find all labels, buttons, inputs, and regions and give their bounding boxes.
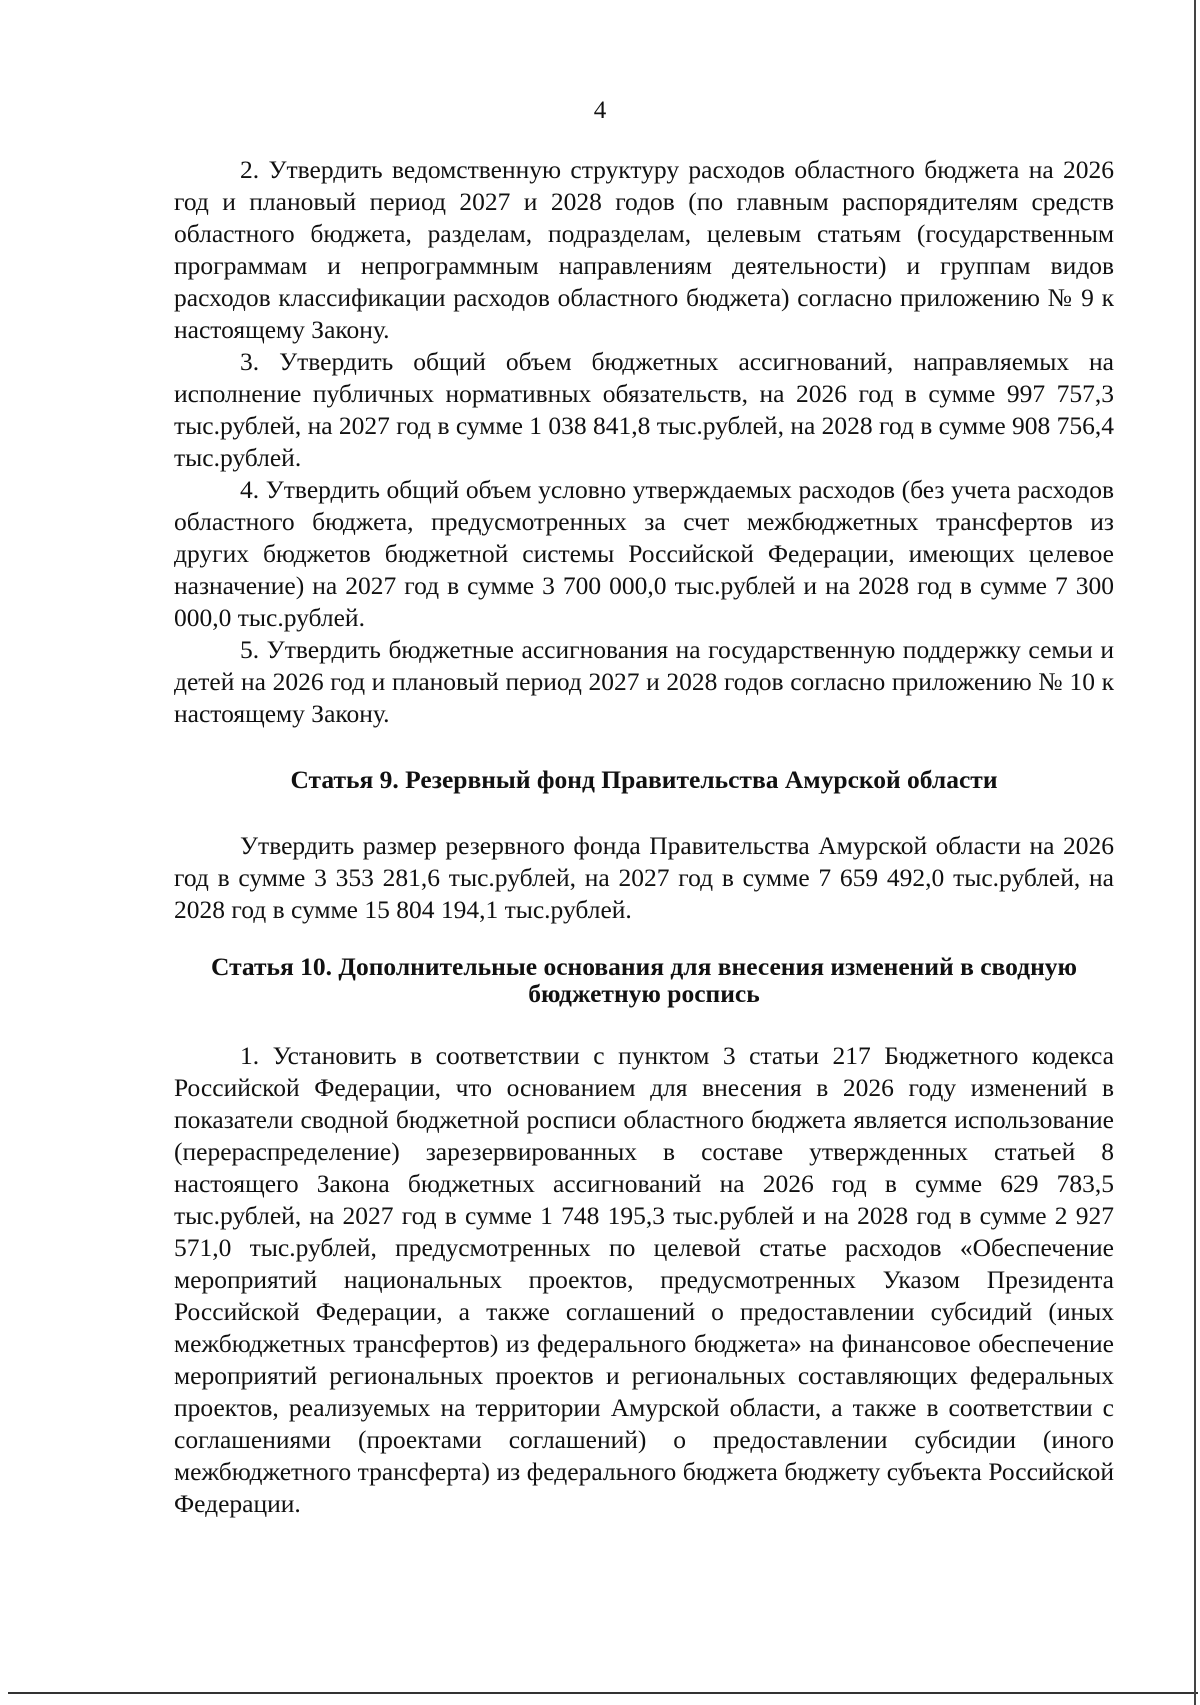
paragraph-article10-item-1: 1. Установить в соответствии с пунктом 3 статьи 217 Бюджетного кодекса Российской Федерации, что основанием для внесения в 2026 году изменений в показатели сводной бюджетной росписи областного бюджета является использование (перераспределение) зарезервированных в составе утвержденных статьей 8 настоящего Закона бюджетных ассигнований на 2026 год в сумме 629 783,5 тыс.рублей, на 2027 год в сумме 1 748 195,3 тыс.рублей и на 2028 год в сумме 2 927 571,0 тыс.рублей, предусмотренных по целевой статье расходов «Обеспечение мероприятий национальных проектов, предусмотренных Указом Президента Российской Федерации, а также соглашений о предоставлении субсидий (иных межбюджетных трансфертов) из федерального бюджета» на финансовое обеспечение мероприятий региональных проектов и региональных составляющих федеральных проектов, реализуемых на территории Амурской области, а также в соответствии с соглашениями (проектами соглашений) о предоставлении субсидии (иного межбюджетного трансферта) из федерального бюджета бюджету субъекта Российской Федерации.	[174, 1041, 1114, 1518]
paragraph-item-5: 5. Утвердить бюджетные ассигнования на государственную поддержку семьи и детей на 2026 год и плановый период 2027 и 2028 годов согласно приложению № 10 к настоящему Закону.	[174, 635, 1114, 728]
paragraph-article9: Утвердить размер резервного фонда Правительства Амурской области на 2026 год в сумме 3 353 281,6 тыс.рублей, на 2027 год в сумме 7 659 492,0 тыс.рублей, на 2028 год в сумме 15 804 194,1 тыс.рублей.	[174, 831, 1114, 924]
article9-body	[174, 830, 1114, 926]
paragraph-item-4: 4. Утвердить общий объем условно утверждаемых расходов (без учета расходов областного бюджета, предусмотренных за счет межбюджетных трансфертов из других бюджетов бюджетной системы Российской Федерации, имеющих целевое назначение) на 2027 год в сумме 3 700 000,0 тыс.рублей и на 2028 год в сумме 7 300 000,0 тыс.рублей.	[174, 475, 1114, 632]
article8-items	[174, 154, 1114, 730]
scan-border-right	[1194, 0, 1196, 1705]
page-number: 4	[593, 97, 607, 124]
article10-body	[174, 1040, 1114, 1520]
article10-heading: Статья 10. Дополнительные основания для внесения изменений в сводную бюджетную роспись	[210, 952, 1078, 1008]
scan-border-bottom	[8, 1692, 1198, 1694]
article9-heading: Статья 9. Резервный фонд Правительства Амурской области	[290, 765, 998, 794]
paragraph-item-2: 2. Утвердить ведомственную структуру расходов областного бюджета на 2026 год и плановый период 2027 и 2028 годов (по главным распорядителям средств областного бюджета, разделам, подразделам, целевым статьям (государственным программам и непрограммным направлениям деятельности) и группам видов расходов классификации расходов областного бюджета) согласно приложению № 9 к настоящему Закону.	[174, 155, 1114, 344]
paragraph-item-3: 3. Утвердить общий объем бюджетных ассигнований, направляемых на исполнение публичных нормативных обязательств, на 2026 год в сумме 997 757,3 тыс.рублей, на 2027 год в сумме 1 038 841,8 тыс.рублей, на 2028 год в сумме 908 756,4 тыс.рублей.	[174, 347, 1115, 472]
